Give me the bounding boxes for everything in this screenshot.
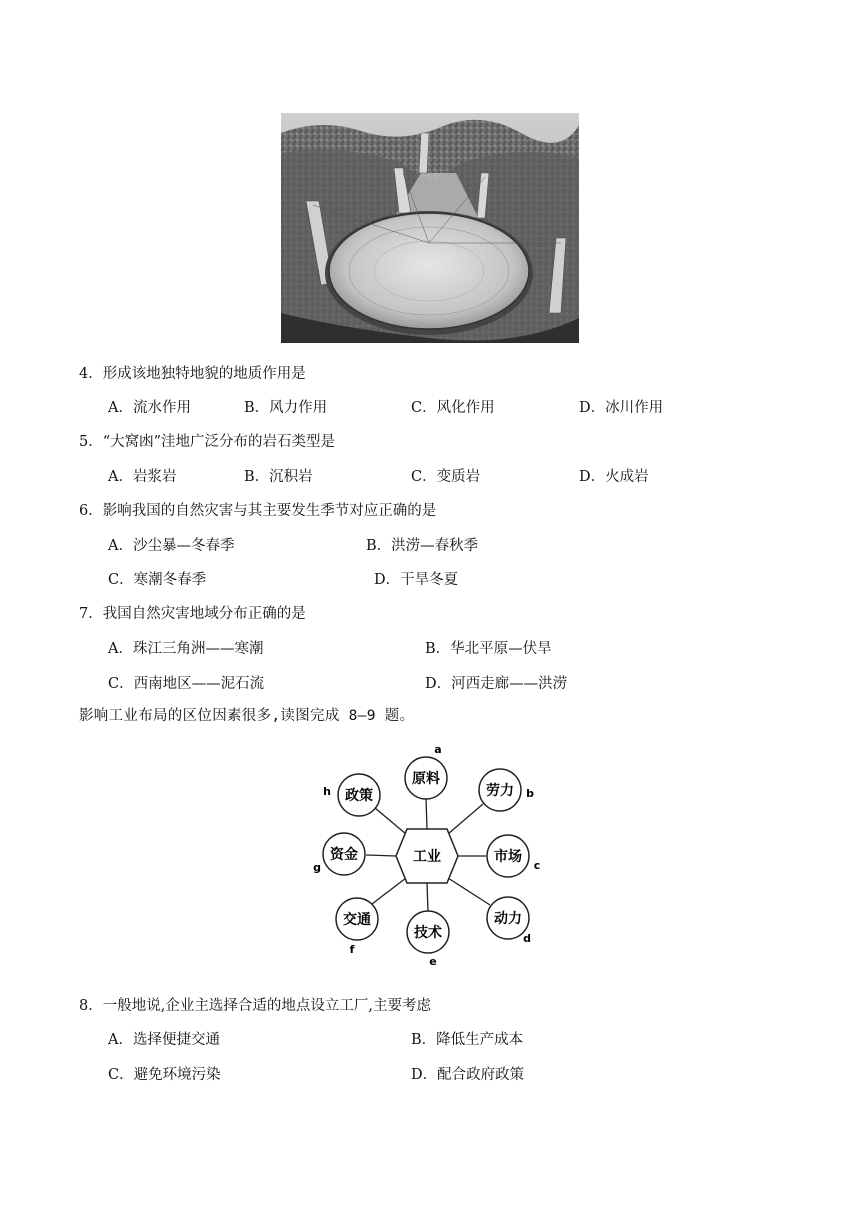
node-capital: 资金: [330, 847, 358, 863]
question-6-option-c: C．寒潮冬春季: [108, 572, 207, 588]
question-8-option-d: D．配合政府政策: [411, 1067, 525, 1083]
node-transport: 交通: [343, 912, 371, 928]
question-5-stem: 5．“大窝凼”洼地广泛分布的岩石类型是: [79, 434, 336, 450]
letter-h: h: [323, 785, 331, 798]
question-7-option-d: D．河西走廊——洪涝: [425, 676, 568, 692]
industry-location-diagram: [300, 740, 560, 970]
question-7-stem: 7．我国自然灾害地域分布正确的是: [79, 606, 306, 622]
question-7-option-c: C．西南地区——泥石流: [108, 676, 265, 692]
letter-c: c: [533, 859, 541, 872]
question-6-option-b: B．洪涝—春秋季: [366, 538, 479, 554]
question-8-stem: 8．一般地说,企业主选择合适的地点设立工厂,主要考虑: [79, 998, 431, 1014]
question-4-option-c: C．风化作用: [411, 400, 495, 416]
question-4-option-b: B．风力作用: [244, 400, 328, 416]
node-market: 市场: [494, 849, 522, 865]
question-5-option-a: A．岩浆岩: [108, 469, 177, 485]
question-5-option-b: B．沉积岩: [244, 469, 313, 485]
question-6-stem: 6．影响我国的自然灾害与其主要发生季节对应正确的是: [79, 503, 437, 519]
letter-e: e: [429, 955, 437, 968]
question-7-option-b: B．华北平原—伏旱: [425, 641, 552, 657]
question-6-option-a: A．沙尘暴—冬春季: [108, 538, 235, 554]
node-labor: 劳力: [486, 783, 514, 799]
center-label: 工业: [413, 849, 441, 865]
node-policy: 政策: [345, 788, 373, 804]
letter-b: b: [526, 787, 534, 800]
question-8-option-b: B．降低生产成本: [411, 1032, 524, 1048]
letter-g: g: [313, 861, 321, 874]
letter-a: a: [434, 743, 442, 756]
node-raw-materials: 原料: [412, 771, 440, 787]
node-technology: 技术: [414, 925, 442, 941]
letter-f: f: [349, 943, 355, 956]
question-7-option-a: A．珠江三角洲——寒潮: [108, 641, 264, 657]
question-5-option-c: C．变质岩: [411, 469, 481, 485]
telescope-photo: [281, 113, 579, 343]
question-6-option-d: D．干旱冬夏: [374, 572, 459, 588]
question-4-option-a: A．流水作用: [108, 400, 191, 416]
question-4-stem: 4．形成该地独特地貌的地质作用是: [79, 366, 306, 382]
question-8-option-c: C．避免环境污染: [108, 1067, 221, 1083]
question-8-option-a: A．选择便捷交通: [108, 1032, 220, 1048]
letter-d: d: [523, 932, 531, 945]
question-4-option-d: D．冰川作用: [579, 400, 664, 416]
node-power: 动力: [494, 911, 522, 927]
question-5-option-d: D．火成岩: [579, 469, 649, 485]
section-intro: 影响工业布局的区位因素很多,读图完成 8—9 题。: [79, 708, 415, 724]
